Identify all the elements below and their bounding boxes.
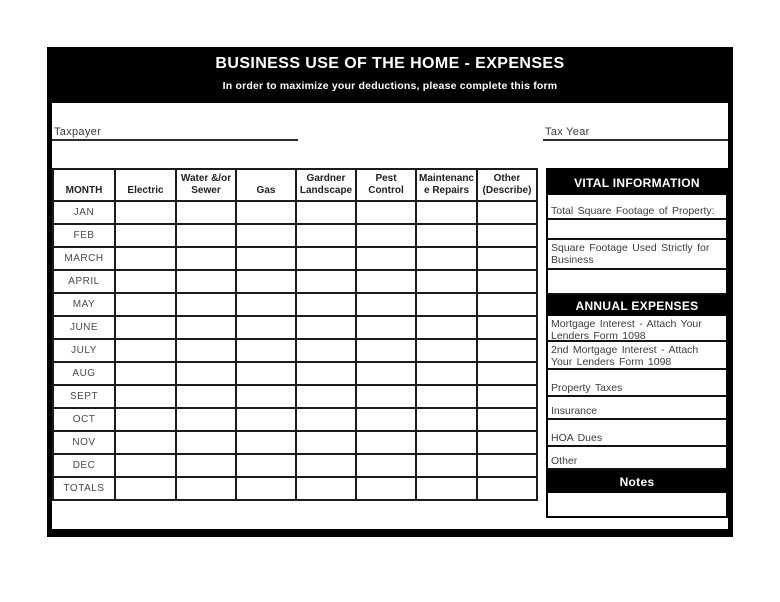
expense-cell[interactable] bbox=[356, 385, 416, 408]
totals-cell[interactable] bbox=[416, 477, 477, 500]
form-header-banner bbox=[47, 47, 733, 103]
expense-cell[interactable] bbox=[356, 339, 416, 362]
month-label: JULY bbox=[53, 339, 115, 362]
expense-cell[interactable] bbox=[416, 201, 477, 224]
form-content bbox=[52, 168, 728, 518]
expense-cell[interactable] bbox=[176, 408, 236, 431]
expense-cell[interactable] bbox=[176, 201, 236, 224]
taxpayer-label: Taxpayer bbox=[54, 126, 102, 138]
expense-cell[interactable] bbox=[296, 362, 356, 385]
mortgage-interest-field[interactable]: Mortgage Interest - Attach Your Lenders Form 1098 bbox=[548, 316, 726, 342]
month-label: APRIL bbox=[53, 270, 115, 293]
expense-cell[interactable] bbox=[356, 316, 416, 339]
expense-cell[interactable] bbox=[296, 247, 356, 270]
business-home-expenses-form bbox=[47, 47, 733, 537]
totals-cell[interactable] bbox=[115, 477, 176, 500]
month-label: SEPT bbox=[53, 385, 115, 408]
expense-cell[interactable] bbox=[477, 201, 537, 224]
expense-cell[interactable] bbox=[477, 408, 537, 431]
expense-cell[interactable] bbox=[416, 454, 477, 477]
expense-cell[interactable] bbox=[236, 362, 296, 385]
table-row bbox=[53, 408, 537, 431]
expense-cell[interactable] bbox=[296, 431, 356, 454]
expense-cell[interactable] bbox=[236, 408, 296, 431]
column-header-gas: Gas bbox=[236, 169, 296, 201]
expense-cell[interactable] bbox=[477, 247, 537, 270]
expense-cell[interactable] bbox=[416, 408, 477, 431]
expense-cell[interactable] bbox=[477, 362, 537, 385]
expense-cell[interactable] bbox=[356, 431, 416, 454]
month-label: JAN bbox=[53, 201, 115, 224]
expense-cell[interactable] bbox=[296, 408, 356, 431]
expense-cell[interactable] bbox=[236, 385, 296, 408]
notes-input-area[interactable] bbox=[548, 493, 726, 516]
expense-cell[interactable] bbox=[115, 454, 176, 477]
expense-cell[interactable] bbox=[176, 293, 236, 316]
table-row bbox=[53, 293, 537, 316]
expense-cell[interactable] bbox=[115, 224, 176, 247]
expense-cell[interactable] bbox=[416, 362, 477, 385]
month-label: FEB bbox=[53, 224, 115, 247]
expense-cell[interactable] bbox=[236, 247, 296, 270]
column-header-water-sewer: Water &/or Sewer bbox=[176, 169, 236, 201]
expense-cell[interactable] bbox=[176, 454, 236, 477]
expense-cell[interactable] bbox=[176, 362, 236, 385]
expense-cell[interactable] bbox=[176, 224, 236, 247]
expense-cell[interactable] bbox=[176, 247, 236, 270]
expense-cell[interactable] bbox=[115, 201, 176, 224]
form-subtitle: In order to maximize your deductions, please complete this form bbox=[222, 80, 558, 92]
table-row bbox=[53, 316, 537, 339]
expense-cell[interactable] bbox=[236, 270, 296, 293]
table-row bbox=[53, 362, 537, 385]
expense-cell[interactable] bbox=[477, 339, 537, 362]
expense-cell[interactable] bbox=[416, 247, 477, 270]
taxpayer-input-line[interactable] bbox=[52, 127, 298, 141]
table-row bbox=[53, 247, 537, 270]
business-square-footage-label: Square Footage Used Strictly for Business bbox=[548, 240, 726, 270]
hoa-dues-field[interactable]: HOA Dues bbox=[548, 420, 726, 447]
expense-cell[interactable] bbox=[115, 270, 176, 293]
month-label: JUNE bbox=[53, 316, 115, 339]
expense-cell[interactable] bbox=[477, 454, 537, 477]
total-square-footage-input[interactable] bbox=[548, 220, 726, 240]
expense-cell[interactable] bbox=[236, 316, 296, 339]
table-row bbox=[53, 431, 537, 454]
insurance-field[interactable]: Insurance bbox=[548, 397, 726, 420]
month-label: DEC bbox=[53, 454, 115, 477]
expense-cell[interactable] bbox=[416, 339, 477, 362]
expense-cell[interactable] bbox=[416, 293, 477, 316]
expense-cell[interactable] bbox=[115, 385, 176, 408]
expense-cell[interactable] bbox=[477, 270, 537, 293]
expense-cell[interactable] bbox=[356, 224, 416, 247]
expense-cell[interactable] bbox=[416, 316, 477, 339]
totals-cell[interactable] bbox=[176, 477, 236, 500]
expense-cell[interactable] bbox=[296, 385, 356, 408]
month-label: OCT bbox=[53, 408, 115, 431]
table-row bbox=[53, 201, 537, 224]
column-header-electric: Electric bbox=[115, 169, 176, 201]
tax-year-label: Tax Year bbox=[545, 126, 590, 138]
expense-cell[interactable] bbox=[356, 201, 416, 224]
totals-cell[interactable] bbox=[296, 477, 356, 500]
business-square-footage-input[interactable] bbox=[548, 270, 726, 295]
expense-cell[interactable] bbox=[115, 431, 176, 454]
expense-cell[interactable] bbox=[176, 385, 236, 408]
monthly-expenses-table bbox=[52, 168, 538, 501]
table-row-totals bbox=[53, 477, 537, 500]
column-header-month: MONTH bbox=[53, 169, 115, 201]
expense-cell[interactable] bbox=[236, 224, 296, 247]
expense-cell[interactable] bbox=[416, 224, 477, 247]
expense-cell[interactable] bbox=[176, 270, 236, 293]
expense-cell[interactable] bbox=[477, 316, 537, 339]
expense-cell[interactable] bbox=[477, 431, 537, 454]
table-row bbox=[53, 270, 537, 293]
expense-cell[interactable] bbox=[296, 316, 356, 339]
expense-cell[interactable] bbox=[477, 293, 537, 316]
column-header-other-describe: Other (Describe) bbox=[477, 169, 537, 201]
expense-cell[interactable] bbox=[115, 247, 176, 270]
month-label: AUG bbox=[53, 362, 115, 385]
expense-cell[interactable] bbox=[356, 293, 416, 316]
expense-cell[interactable] bbox=[236, 339, 296, 362]
expense-cell[interactable] bbox=[296, 201, 356, 224]
expense-cell[interactable] bbox=[176, 431, 236, 454]
expense-cell[interactable] bbox=[115, 408, 176, 431]
expense-cell[interactable] bbox=[416, 431, 477, 454]
table-row bbox=[53, 224, 537, 247]
expense-cell[interactable] bbox=[356, 454, 416, 477]
expense-cell[interactable] bbox=[236, 431, 296, 454]
expense-cell[interactable] bbox=[416, 385, 477, 408]
expense-cell[interactable] bbox=[296, 270, 356, 293]
expense-cell[interactable] bbox=[296, 293, 356, 316]
form-title: BUSINESS USE OF THE HOME - EXPENSES bbox=[215, 55, 565, 72]
expense-cell[interactable] bbox=[356, 408, 416, 431]
expense-cell[interactable] bbox=[176, 339, 236, 362]
expense-cell[interactable] bbox=[477, 385, 537, 408]
expense-cell[interactable] bbox=[296, 224, 356, 247]
tax-year-input-line[interactable] bbox=[543, 127, 728, 141]
expense-cell[interactable] bbox=[296, 454, 356, 477]
expense-cell[interactable] bbox=[176, 316, 236, 339]
column-header-maintenance-repairs: Maintenanc e Repairs bbox=[416, 169, 477, 201]
expense-cell[interactable] bbox=[356, 247, 416, 270]
other-field[interactable]: Other bbox=[548, 447, 726, 470]
expense-cell[interactable] bbox=[115, 316, 176, 339]
table-header-row bbox=[53, 169, 537, 201]
annual-expenses-header: ANNUAL EXPENSES bbox=[548, 295, 726, 316]
expense-cell[interactable] bbox=[115, 362, 176, 385]
table-row bbox=[53, 454, 537, 477]
totals-cell[interactable] bbox=[236, 477, 296, 500]
expense-cell[interactable] bbox=[236, 293, 296, 316]
month-label: NOV bbox=[53, 431, 115, 454]
expense-cell[interactable] bbox=[416, 270, 477, 293]
form-body bbox=[47, 103, 733, 537]
expense-cell[interactable] bbox=[236, 454, 296, 477]
table-row bbox=[53, 339, 537, 362]
expense-cell[interactable] bbox=[115, 293, 176, 316]
expense-cell[interactable] bbox=[356, 270, 416, 293]
column-header-pest-control: Pest Control bbox=[356, 169, 416, 201]
month-label: MAY bbox=[53, 293, 115, 316]
second-mortgage-interest-field[interactable]: 2nd Mortgage Interest - Attach Your Lenders Form 1098 bbox=[548, 342, 726, 370]
expense-cell[interactable] bbox=[236, 201, 296, 224]
totals-label: TOTALS bbox=[53, 477, 115, 500]
totals-cell[interactable] bbox=[356, 477, 416, 500]
month-label: MARCH bbox=[53, 247, 115, 270]
expense-cell[interactable] bbox=[296, 339, 356, 362]
expense-cell[interactable] bbox=[477, 224, 537, 247]
column-header-gardner-landscape: Gardner Landscape bbox=[296, 169, 356, 201]
expense-cell[interactable] bbox=[115, 339, 176, 362]
notes-header: Notes bbox=[548, 470, 726, 493]
totals-cell[interactable] bbox=[477, 477, 537, 500]
table-row bbox=[53, 385, 537, 408]
sidebar bbox=[546, 168, 728, 518]
total-square-footage-label: Total Square Footage of Property: bbox=[548, 195, 726, 220]
property-taxes-field[interactable]: Property Taxes bbox=[548, 370, 726, 397]
expense-cell[interactable] bbox=[356, 362, 416, 385]
vital-information-header: VITAL INFORMATION bbox=[548, 170, 726, 195]
